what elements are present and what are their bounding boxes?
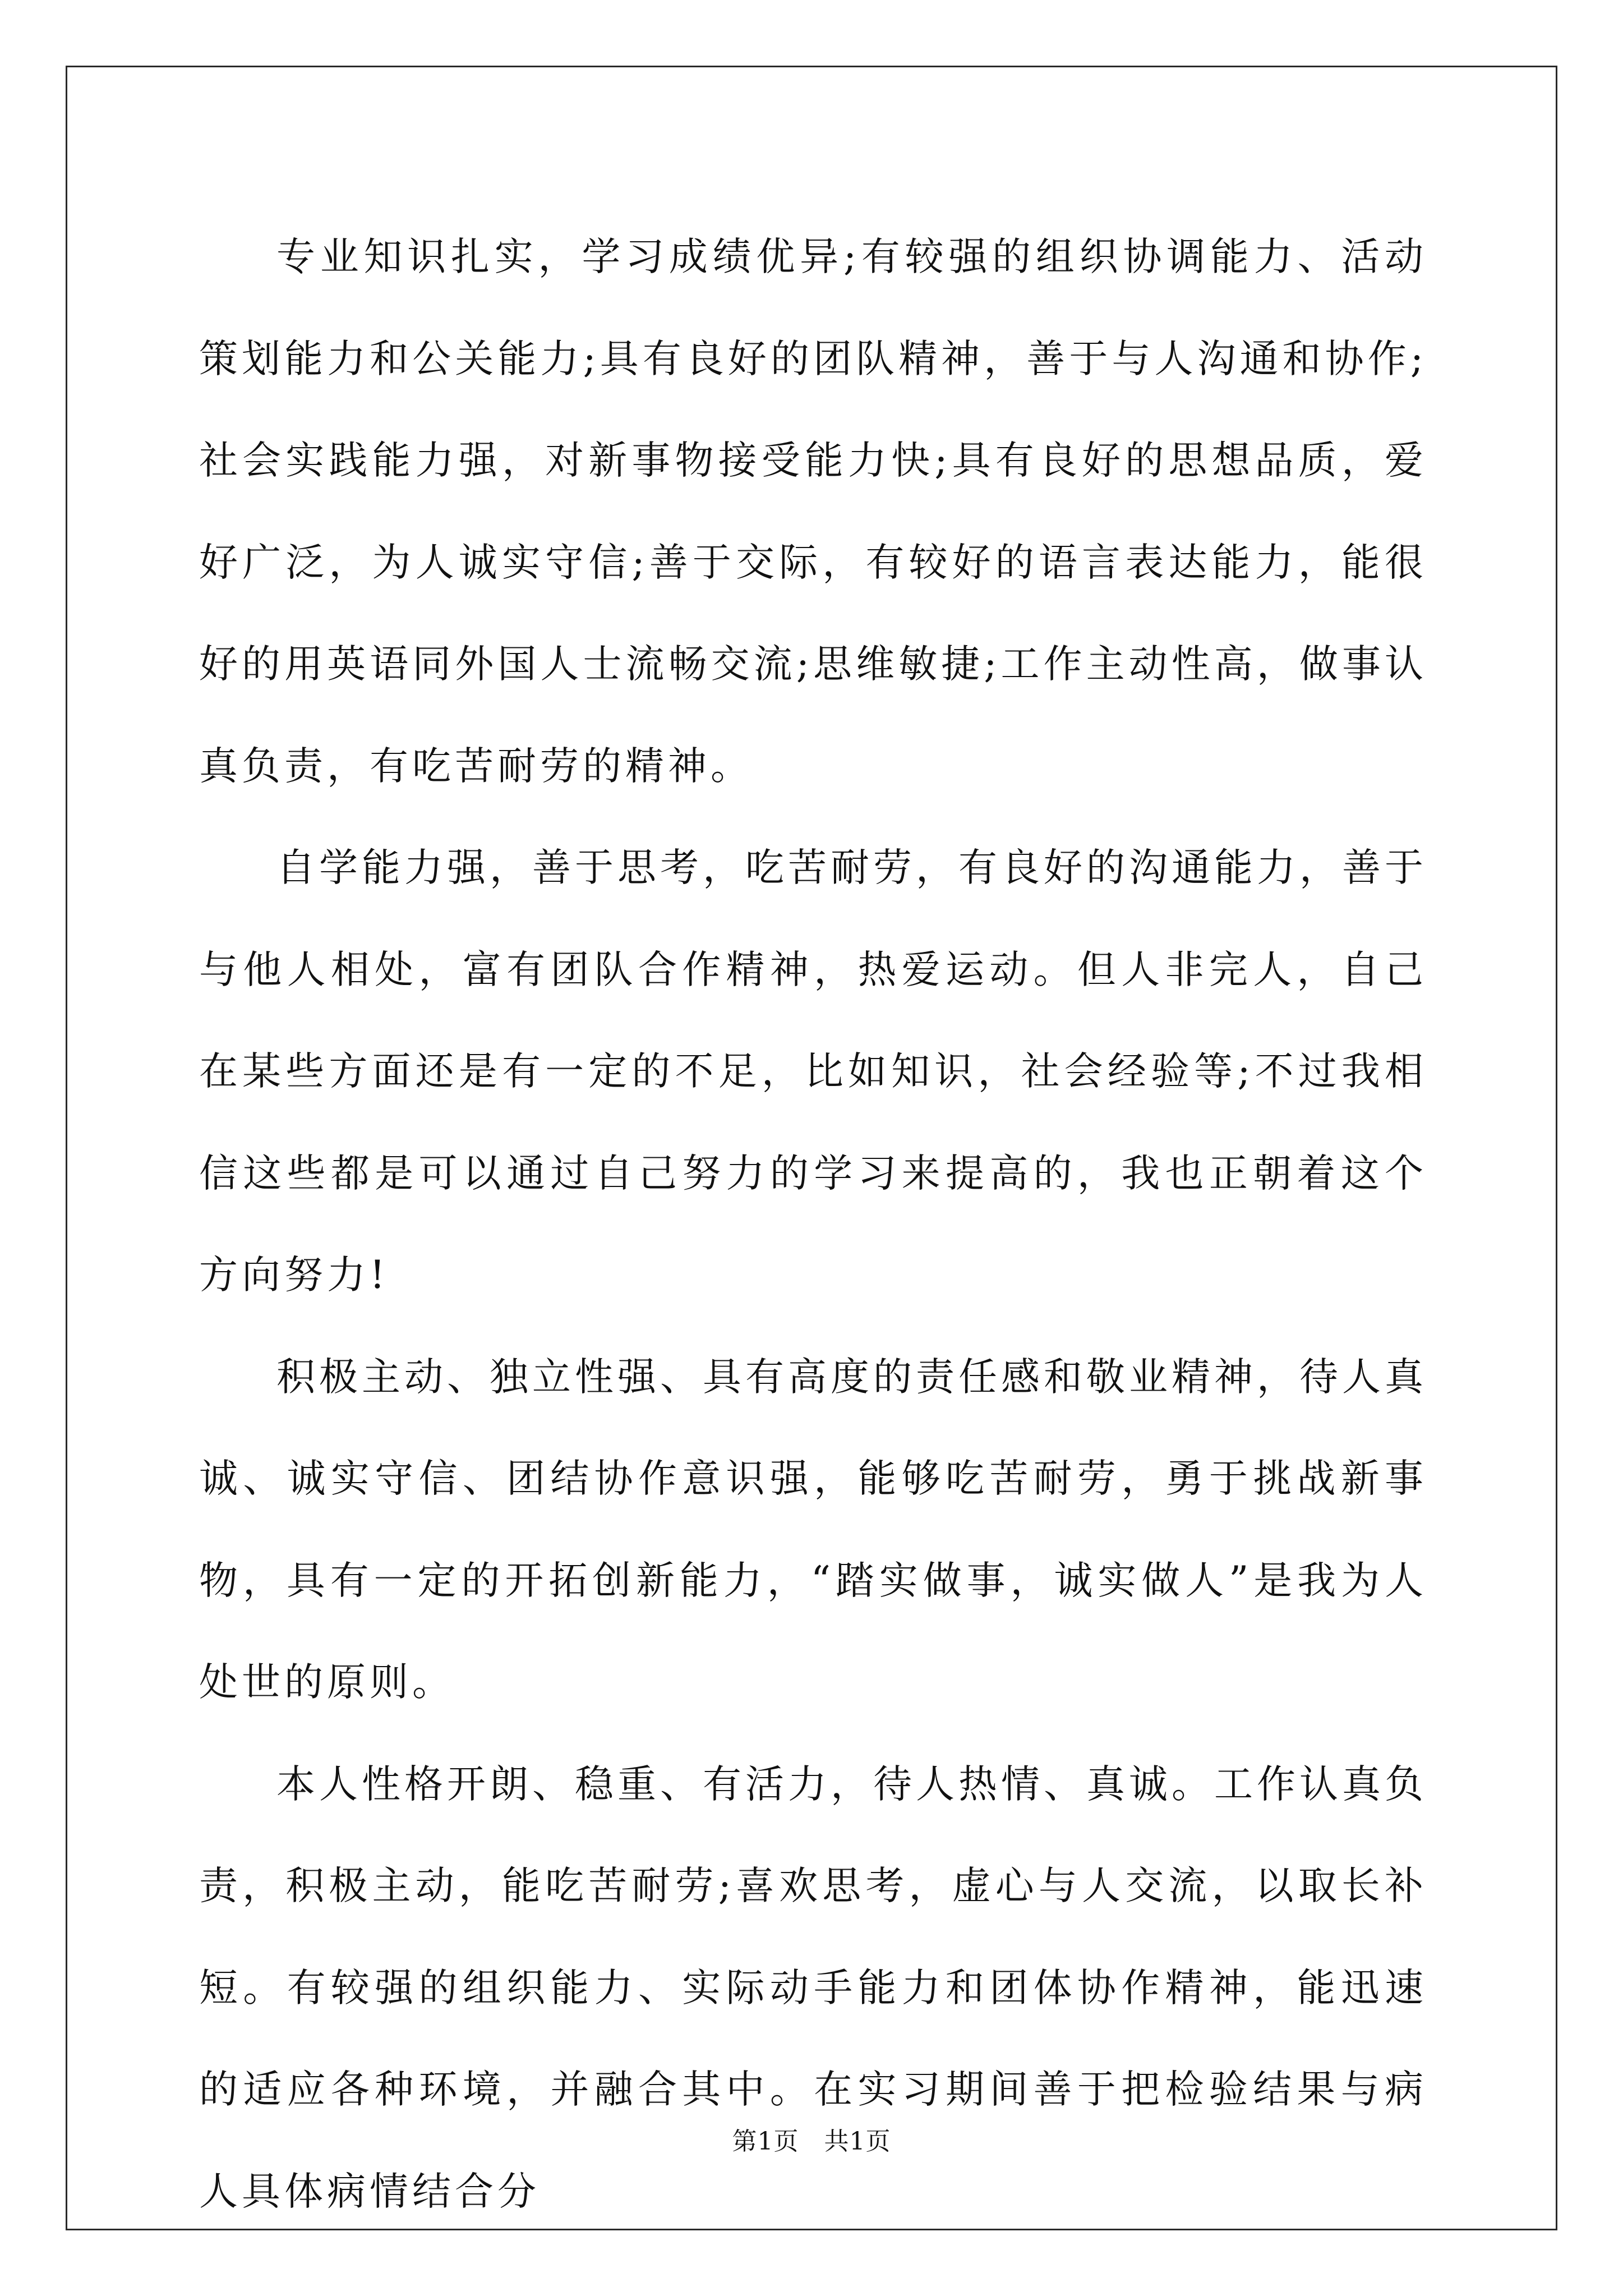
document-body — [199, 206, 1427, 2243]
paragraph-3: 积极主动、独立性强、具有高度的责任感和敬业精神，待人真诚、诚实守信、团结协作意识强，能够吃苦耐劳，勇于挑战新事物，具有一定的开拓创新能力，“踏实做事，诚实做人”是我为人处世的原则。 — [199, 1354, 1427, 1705]
paragraph-4: 本人性格开朗、稳重、有活力，待人热情、真诚。工作认真负责，积极主动，能吃苦耐劳;喜欢思考，虚心与人交流，以取长补短。有较强的组织能力、实际动手能力和团体协作精神，能迅速的适应各种环境，并融合其中。在实习期间善于把检验结果与病人具体病情结合分 — [199, 1761, 1427, 2214]
paragraph-2: 自学能力强，善于思考，吃苦耐劳，有良好的沟通能力，善于与他人相处，富有团队合作精神，热爱运动。但人非完人，自己在某些方面还是有一定的不足，比如知识，社会经验等;不过我相信这些都是可以通过自己努力的学习来提高的，我也正朝着这个方向努力! — [199, 845, 1427, 1297]
page-number-footer: 第1页 共1页 — [732, 2127, 891, 2156]
paragraph-1: 专业知识扎实，学习成绩优异;有较强的组织协调能力、活动策划能力和公关能力;具有良好的团队精神，善于与人沟通和协作;社会实践能力强，对新事物接受能力快;具有良好的思想品质，爱好广泛，为人诚实守信;善于交际，有较好的语言表达能力，能很好的用英语同外国人士流畅交流;思维敏捷;工作主动性高，做事认真负责，有吃苦耐劳的精神。 — [199, 234, 1427, 789]
